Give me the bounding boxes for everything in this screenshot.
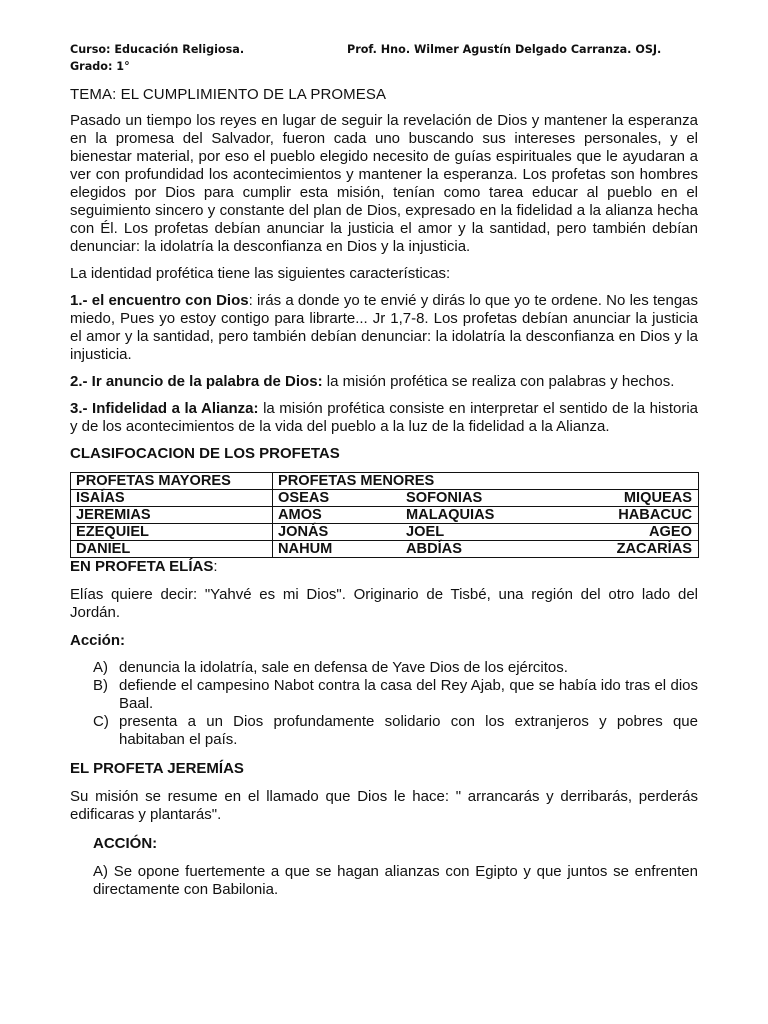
table-cell-menores	[273, 524, 699, 541]
characteristic-text: : irás a donde yo te envié y dirás lo que yo te ordene. No les tengas miedo, Pues yo estoy contigo para librarte... Jr 1,7-8. Los profetas debían anunciar la justicia el amor y la santidad, pero también debían denunciar: la idolatría la desconfianza en Dios y la injusticia.	[70, 292, 698, 363]
teacher-label: Prof. Hno. Wilmer Agustín Delgado Carranza. OSJ.	[347, 43, 662, 56]
list-item-text: presenta a un Dios profundamente solidario con los extranjeros y pobres que habitaban el país.	[119, 713, 698, 748]
jeremias-text: Su misión se resume en el llamado que Dios le hace: " arrancarás y derribarás, perderás edificaras y plantarás".	[70, 788, 698, 823]
elias-heading	[70, 558, 698, 576]
table-row	[71, 507, 699, 524]
menor-name: HABACUC	[618, 507, 692, 523]
elias-actions-list	[70, 659, 698, 749]
jeremias-title: EL PROFETA JEREMÍAS	[70, 760, 244, 777]
prophets-table	[70, 472, 699, 558]
menor-name: SOFONIAS	[406, 490, 483, 506]
characteristic-3	[70, 400, 698, 436]
jeremias-action-title: ACCIÓN:	[93, 835, 158, 852]
list-item	[93, 677, 698, 713]
identity-intro: La identidad profética tiene las siguientes características:	[70, 265, 451, 282]
elias-title-suffix: :	[213, 558, 218, 575]
characteristic-label: 2.- Ir anuncio de la palabra de Dios:	[70, 373, 323, 390]
elias-action-title: Acción:	[70, 632, 126, 649]
course-label: Curso: Educación Religiosa.	[70, 43, 245, 56]
classification-title: CLASIFOCACION DE LOS PROFETAS	[70, 445, 340, 462]
menor-name: AMOS	[278, 507, 322, 523]
table-row	[71, 490, 699, 507]
table-header-menores: PROFETAS MENORES	[273, 473, 699, 490]
document-header	[70, 41, 698, 75]
elias-title: EN PROFETA ELÍAS	[70, 558, 214, 575]
characteristic-text: la misión profética consiste en interpretar el sentido de la historia y de los acontecimientos de la vida del pueblo a la luz de la fidelidad a la Alianza.	[70, 400, 698, 435]
characteristic-label: 3.- Infidelidad a la Alianza:	[70, 400, 259, 417]
list-item-label: C)	[93, 713, 109, 730]
characteristic-2	[70, 373, 698, 391]
table-cell-menores	[273, 541, 699, 558]
list-item-label: B)	[93, 677, 108, 694]
table-cell-mayor: ISAÍAS	[71, 490, 273, 507]
menor-name: MIQUEAS	[623, 490, 692, 506]
menor-name: MALAQUIAS	[406, 507, 495, 523]
menor-name: JONÁS	[278, 524, 329, 540]
list-item-label: A)	[93, 659, 108, 676]
menor-name: JOEL	[406, 524, 445, 540]
menor-name: AGEO	[649, 524, 692, 540]
list-item-text: denuncia la idolatría, sale en defensa de Yave Dios de los ejércitos.	[119, 659, 568, 676]
characteristic-label: 1.- el encuentro con Dios	[70, 292, 249, 309]
table-header-mayores: PROFETAS MAYORES	[71, 473, 273, 490]
list-item-text: defiende el campesino Nabot contra la casa del Rey Ajab, que se había ido tras el dios Baal.	[119, 677, 698, 712]
jeremias-action-text: A) Se opone fuertemente a que se hagan alianzas con Egipto y que juntos se enfrenten directamente con Babilonia.	[93, 863, 698, 898]
page-title: TEMA: EL CUMPLIMIENTO DE LA PROMESA	[70, 86, 387, 103]
characteristic-text: la misión profética se realiza con palabras y hechos.	[322, 373, 675, 390]
table-cell-mayor: JEREMIAS	[71, 507, 273, 524]
table-row	[71, 541, 699, 558]
table-cell-menores	[273, 507, 699, 524]
table-row	[71, 524, 699, 541]
table-cell-menores	[273, 490, 699, 507]
menor-name: OSEAS	[278, 490, 330, 506]
characteristic-1	[70, 292, 698, 364]
list-item	[93, 713, 698, 749]
elias-text: Elías quiere decir: "Yahvé es mi Dios". Originario de Tisbé, una región del otro lado del Jordán.	[70, 586, 698, 621]
menor-name: ABDÍAS	[406, 541, 462, 557]
table-header-row	[71, 473, 699, 490]
table-cell-mayor: DANIEL	[71, 541, 273, 558]
table-cell-mayor: EZEQUIEL	[71, 524, 273, 541]
menor-name: ZACARÍAS	[616, 541, 692, 557]
intro-paragraph: Pasado un tiempo los reyes en lugar de seguir la revelación de Dios y mantener la esperanza en la promesa del Salvador, fueron cada uno buscando sus intereses personales, y el bienestar material, por eso el pueblo elegido necesito de guías espirituales que le ayudaran a ver con profundidad los acontecimientos y mantener la esperanza. Los profetas son hombres elegidos por Dios para cumplir esta misión, tenían como tarea educar al pueblo en el seguimiento sincero y constante del plan de Dios, expresado en la fidelidad a la alianza hecha con Él. Los profetas debían anunciar la justicia el amor y la santidad, pero también debían denunciar: la idolatría la desconfianza en Dios y la injusticia.	[70, 112, 698, 255]
menor-name: NAHUM	[278, 541, 333, 557]
grade-label: Grado: 1°	[70, 60, 130, 73]
list-item	[93, 659, 698, 677]
